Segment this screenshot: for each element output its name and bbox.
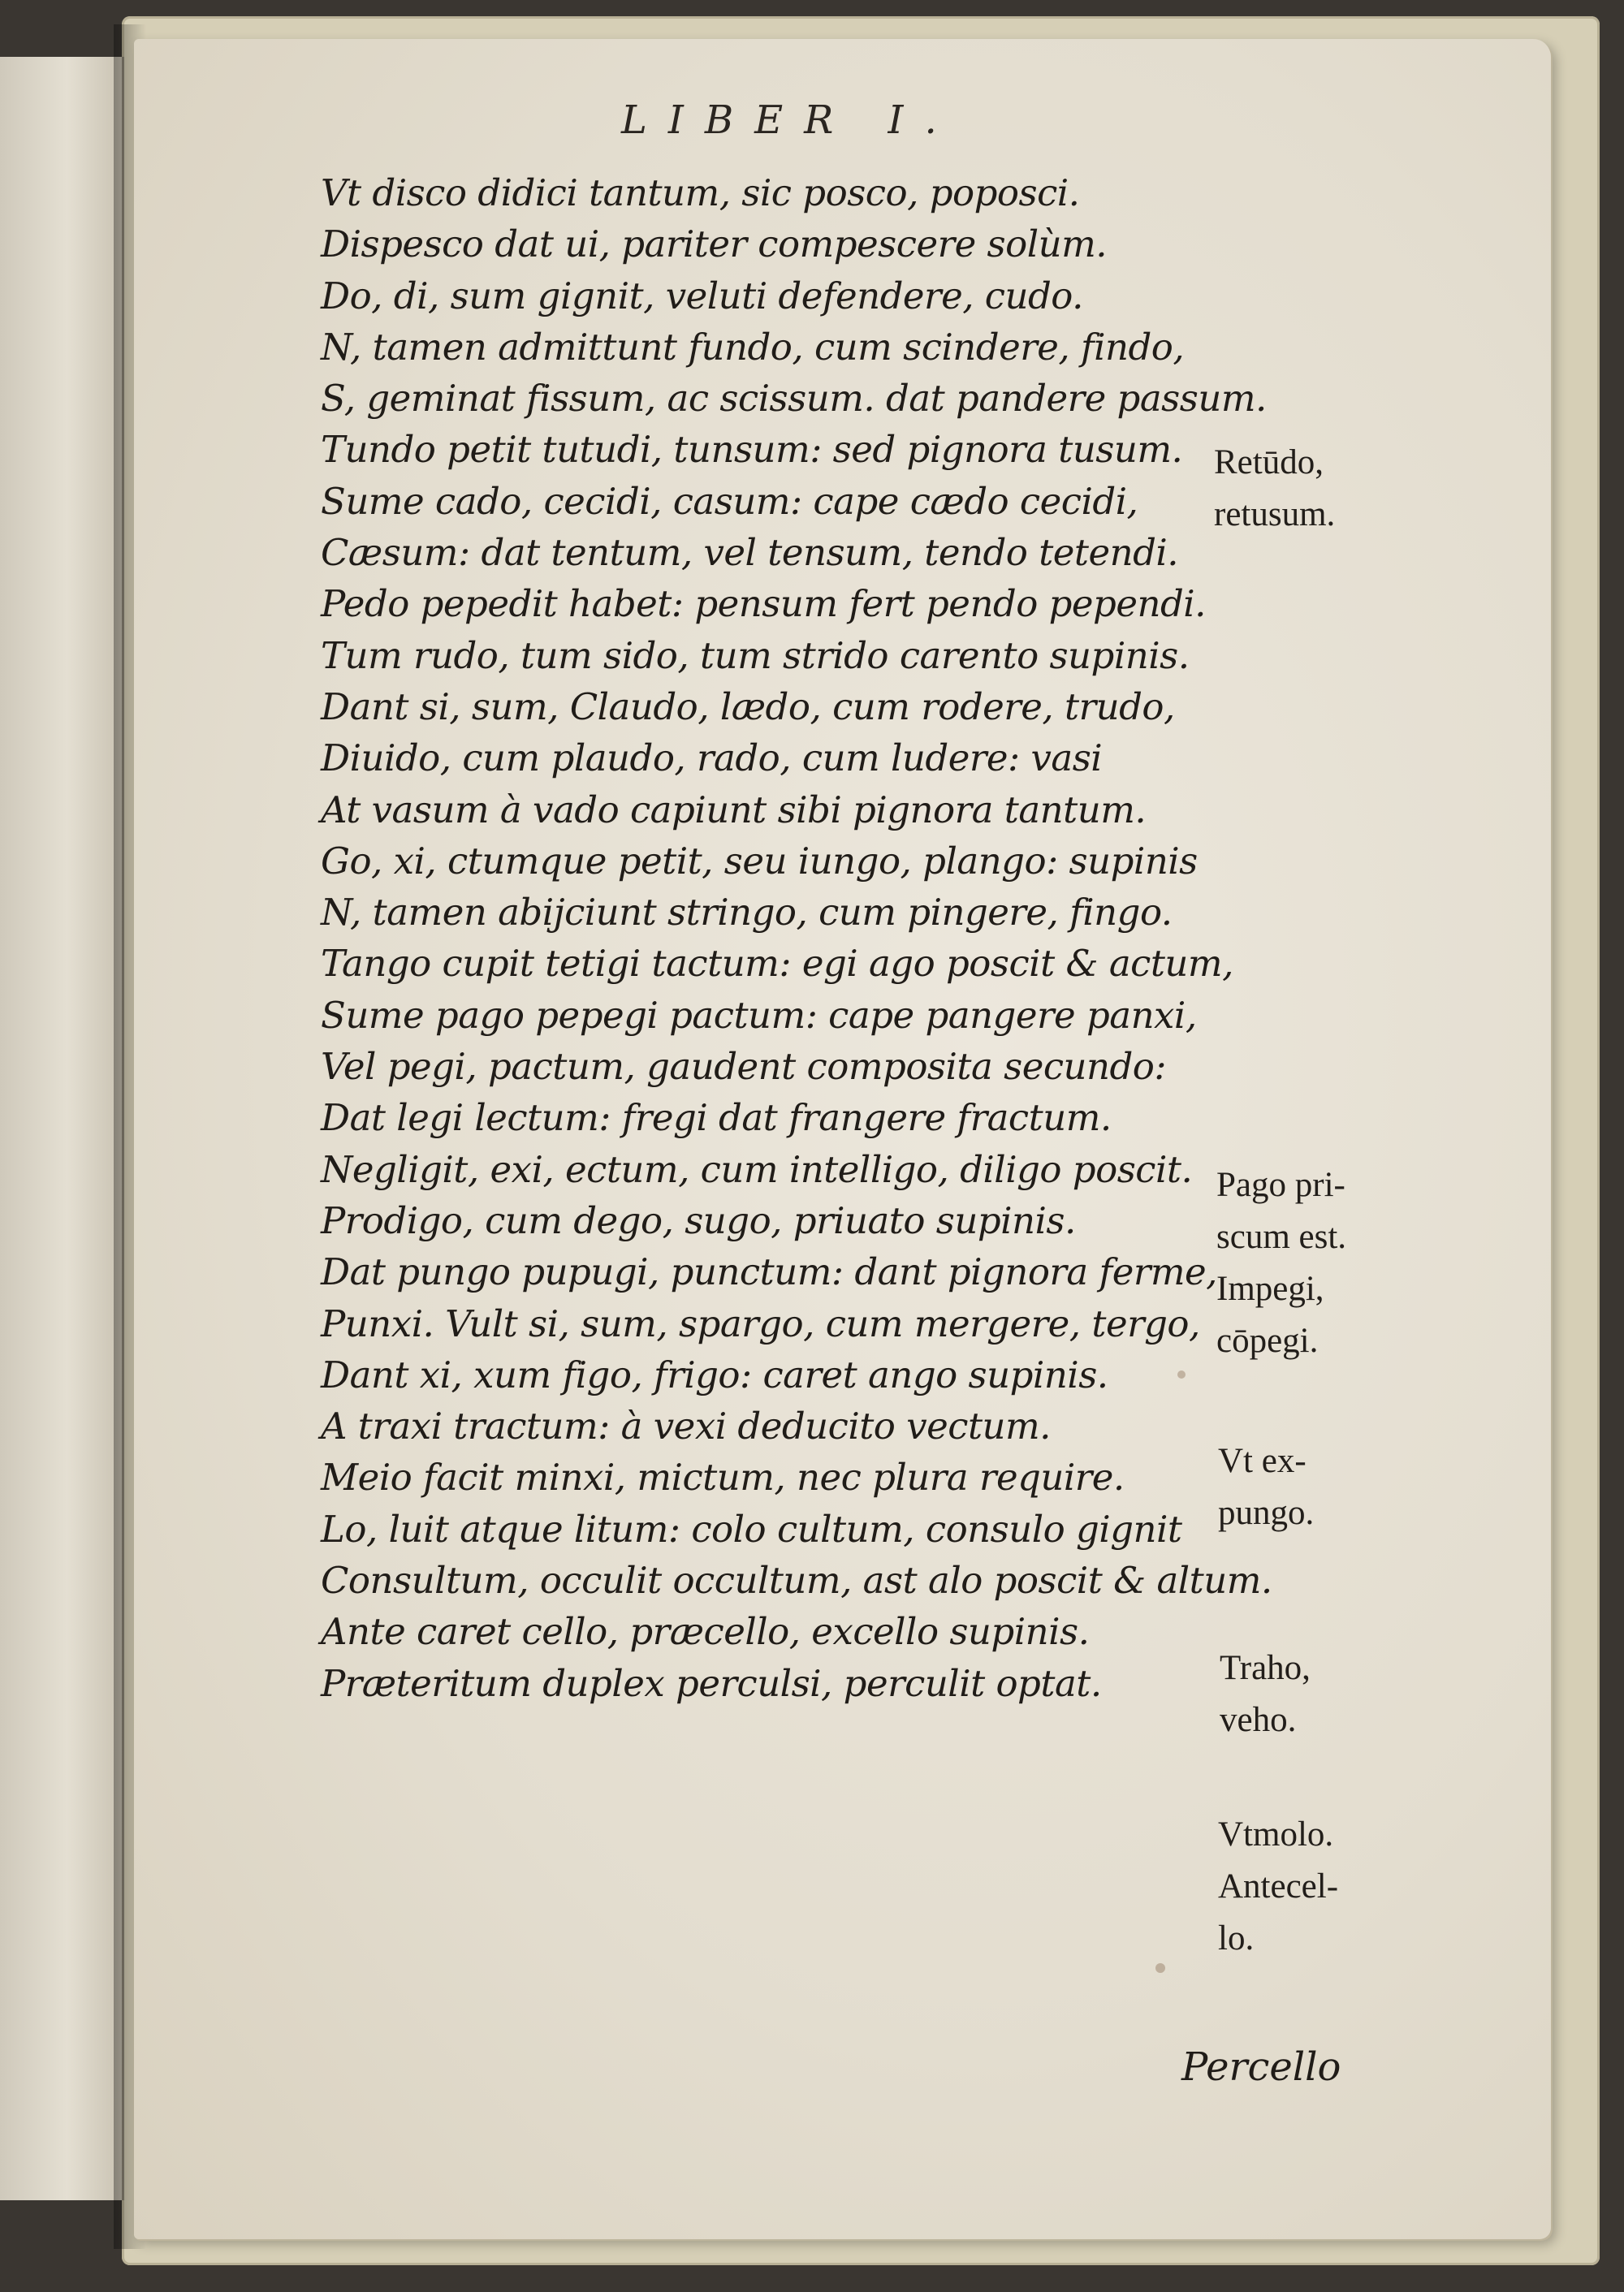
verse-line: Dat pungo pupugi, punctum: dant pignora ferme, xyxy=(321,1250,1217,1294)
margin-note-line: cōpegi. xyxy=(1216,1322,1319,1360)
verse-list xyxy=(321,167,1272,1709)
verse-line: N, tamen abijciunt stringo, cum pingere, fingo. xyxy=(321,891,1173,934)
verse-line: Cæsum: dat tentum, vel tensum, tendo tetendi. xyxy=(321,531,1179,575)
verse-line: Ante caret cello, præcello, excello supinis. xyxy=(321,1610,1090,1654)
margin-note-line: Traho, xyxy=(1220,1649,1311,1687)
margin-note-line: Retūdo, xyxy=(1214,443,1324,481)
ink-speck xyxy=(1177,1370,1186,1379)
verse-line: Vel pegi, pactum, gaudent composita secundo: xyxy=(321,1045,1167,1089)
margin-note-expungo xyxy=(1218,1435,1314,1539)
margin-note-line: veho. xyxy=(1220,1701,1297,1739)
verse-line: Vt disco didici tantum, sic posco, poposci. xyxy=(321,171,1080,214)
margin-note-line: lo. xyxy=(1218,1919,1255,1957)
margin-note-line: Pago pri- xyxy=(1216,1166,1345,1204)
margin-note-line: Impegi, xyxy=(1216,1270,1324,1308)
verse-line: Prodigo, cum dego, sugo, priuato supinis. xyxy=(321,1198,1076,1242)
verse-line: Punxi. Vult si, sum, spargo, cum mergere, tergo, xyxy=(321,1301,1200,1345)
verse-line: Lo, luit atque litum: colo cultum, consulo gignit xyxy=(321,1507,1182,1551)
margin-note-line: Vt ex- xyxy=(1218,1442,1307,1480)
verse-line: S, geminat fissum, ac scissum. dat pandere passum. xyxy=(321,377,1267,421)
margin-note-line: Vtmolo. xyxy=(1218,1815,1334,1854)
verse-line: Dat legi lectum: fregi dat frangere fractum. xyxy=(321,1096,1112,1140)
verse-line: Diuido, cum plaudo, rado, cum ludere: vasi xyxy=(321,736,1103,780)
verse-line: Meio facit minxi, mictum, nec plura require. xyxy=(321,1456,1125,1500)
verse-line: Go, xi, ctumque petit, seu iungo, plango: supinis xyxy=(321,839,1198,883)
margin-note-pago xyxy=(1216,1159,1346,1367)
verse-line: Tum rudo, tum sido, tum strido carento supinis. xyxy=(321,633,1190,677)
verse-line: Sume pago pepegi pactum: cape pangere panxi, xyxy=(321,993,1197,1037)
ink-speck xyxy=(1155,1963,1165,1973)
verse-line: Dant si, sum, Claudo, lædo, cum rodere, trudo, xyxy=(321,684,1175,728)
verse-line: Do, di, sum gignit, veluti defendere, cudo. xyxy=(321,274,1083,317)
margin-note-molo xyxy=(1218,1809,1338,1965)
page-leaf xyxy=(134,39,1551,2239)
verse-line: Dant xi, xum figo, frigo: caret ango supinis. xyxy=(321,1353,1108,1396)
verse-line: At vasum à vado capiunt sibi pignora tantum. xyxy=(321,788,1147,831)
verse-line: Pedo pepedit habet: pensum fert pendo pependi. xyxy=(321,582,1206,626)
verse-line: Consultum, occulit occultum, ast alo poscit & altum. xyxy=(321,1559,1272,1603)
margin-note-line: Antecel- xyxy=(1218,1867,1339,1906)
margin-note-line: pungo. xyxy=(1218,1494,1315,1532)
catchword: Percello xyxy=(1181,2044,1341,2090)
verse-line: Sume cado, cecidi, casum: cape cædo cecidi, xyxy=(321,479,1138,523)
verse-line: N, tamen admittunt fundo, cum scindere, findo, xyxy=(321,325,1185,369)
margin-note-traho xyxy=(1220,1642,1311,1746)
verse-line: Negligit, exi, ectum, cum intelligo, diligo poscit. xyxy=(321,1147,1193,1191)
verse-line: A traxi tractum: à vexi deducito vectum. xyxy=(321,1405,1051,1448)
margin-note-line: retusum. xyxy=(1214,495,1336,533)
verse-line: Tango cupit tetigi tactum: egi ago poscit & actum, xyxy=(321,942,1233,986)
verse-line: Tundo petit tutudi, tunsum: sed pignora tusum. xyxy=(321,428,1183,472)
facing-page-edge xyxy=(0,57,124,2200)
verse-line: Præteritum duplex perculsi, perculit optat. xyxy=(321,1661,1102,1705)
running-head: LIBER I. xyxy=(621,97,958,143)
margin-note-line: scum est. xyxy=(1216,1218,1347,1256)
margin-note-retundo xyxy=(1214,437,1335,541)
verse-line: Dispesco dat ui, pariter compescere solùm. xyxy=(321,222,1108,266)
